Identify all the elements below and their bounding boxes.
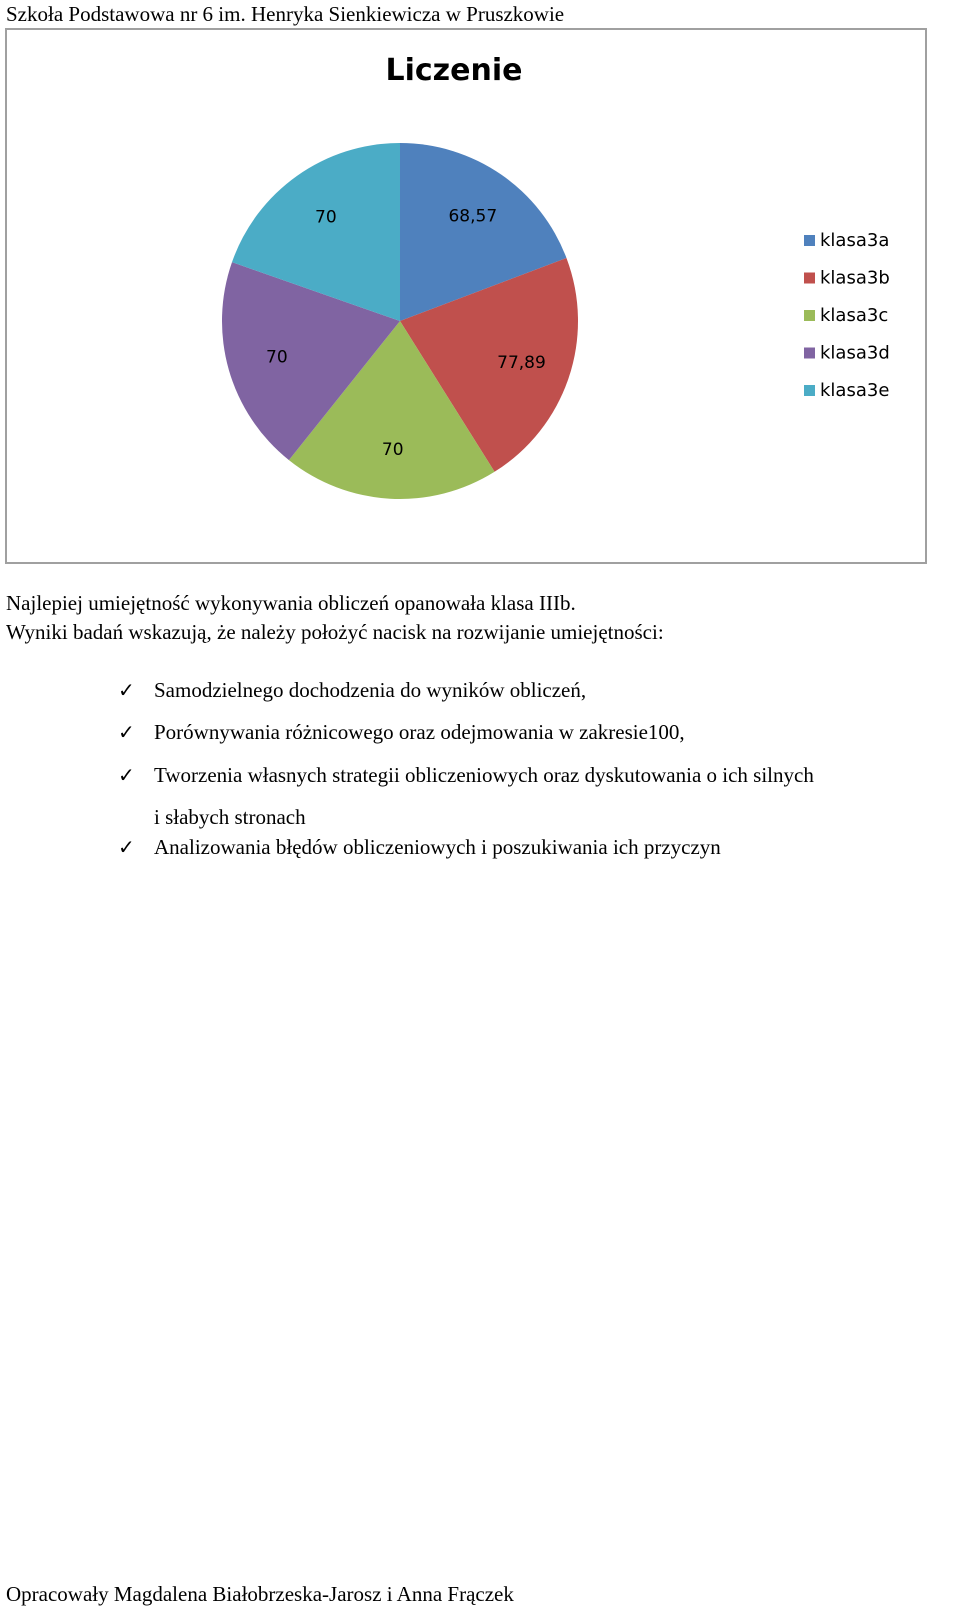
data-label-klasa3e: 70 [315, 207, 337, 228]
pie-chart [7, 30, 925, 562]
chart-legend [804, 230, 890, 401]
checkmark-icon: ✓ [118, 678, 135, 702]
data-label-klasa3a: 68,57 [448, 206, 498, 227]
checkmark-icon: ✓ [118, 720, 135, 744]
checkmark-icon: ✓ [118, 763, 135, 787]
page-header: Szkoła Podstawowa nr 6 im. Henryka Sienkiewicza w Pruszkowie [6, 2, 565, 26]
legend-label-klasa3e: klasa3e [820, 380, 890, 401]
legend-label-klasa3d: klasa3d [820, 342, 890, 364]
page-footer: Opracowały Magdalena Białobrzeska-Jarosz i Anna Frączek [6, 1582, 514, 1606]
legend-label-klasa3a: klasa3a [820, 230, 890, 251]
list-item-text: Porównywania różnicowego oraz odejmowania w zakresie100, [154, 720, 685, 744]
legend-label-klasa3b: klasa3b [820, 267, 890, 289]
data-label-klasa3c: 70 [381, 439, 404, 460]
chart-title: Liczenie [385, 53, 523, 88]
list-item-text: Samodzielnego dochodzenia do wyników obliczeń, [154, 678, 587, 702]
checkmark-icon: ✓ [118, 835, 135, 859]
legend-label-klasa3c: klasa3c [820, 305, 889, 326]
data-label-klasa3d: 70 [266, 347, 288, 368]
legend-swatch-klasa3a [804, 235, 815, 246]
legend-swatch-klasa3e [804, 385, 815, 396]
list-item-text: Analizowania błędów obliczeniowych i poszukiwania ich przyczyn [154, 835, 721, 859]
pie-chart-panel [5, 28, 927, 564]
legend-swatch-klasa3d [804, 348, 815, 359]
data-label-klasa3b: 77,89 [497, 352, 546, 373]
list-item-text: Tworzenia własnych strategii obliczeniowych oraz dyskutowania o ich silnych [154, 763, 814, 787]
list-item-text-continued: i słabych stronach [154, 805, 306, 829]
intro-text: Wyniki badań wskazują, że należy położyć nacisk na rozwijanie umiejętności: [6, 620, 664, 644]
summary-text: Najlepiej umiejętność wykonywania obliczeń opanowała klasa IIIb. [6, 591, 576, 615]
legend-swatch-klasa3c [804, 310, 815, 321]
legend-swatch-klasa3b [804, 273, 815, 284]
